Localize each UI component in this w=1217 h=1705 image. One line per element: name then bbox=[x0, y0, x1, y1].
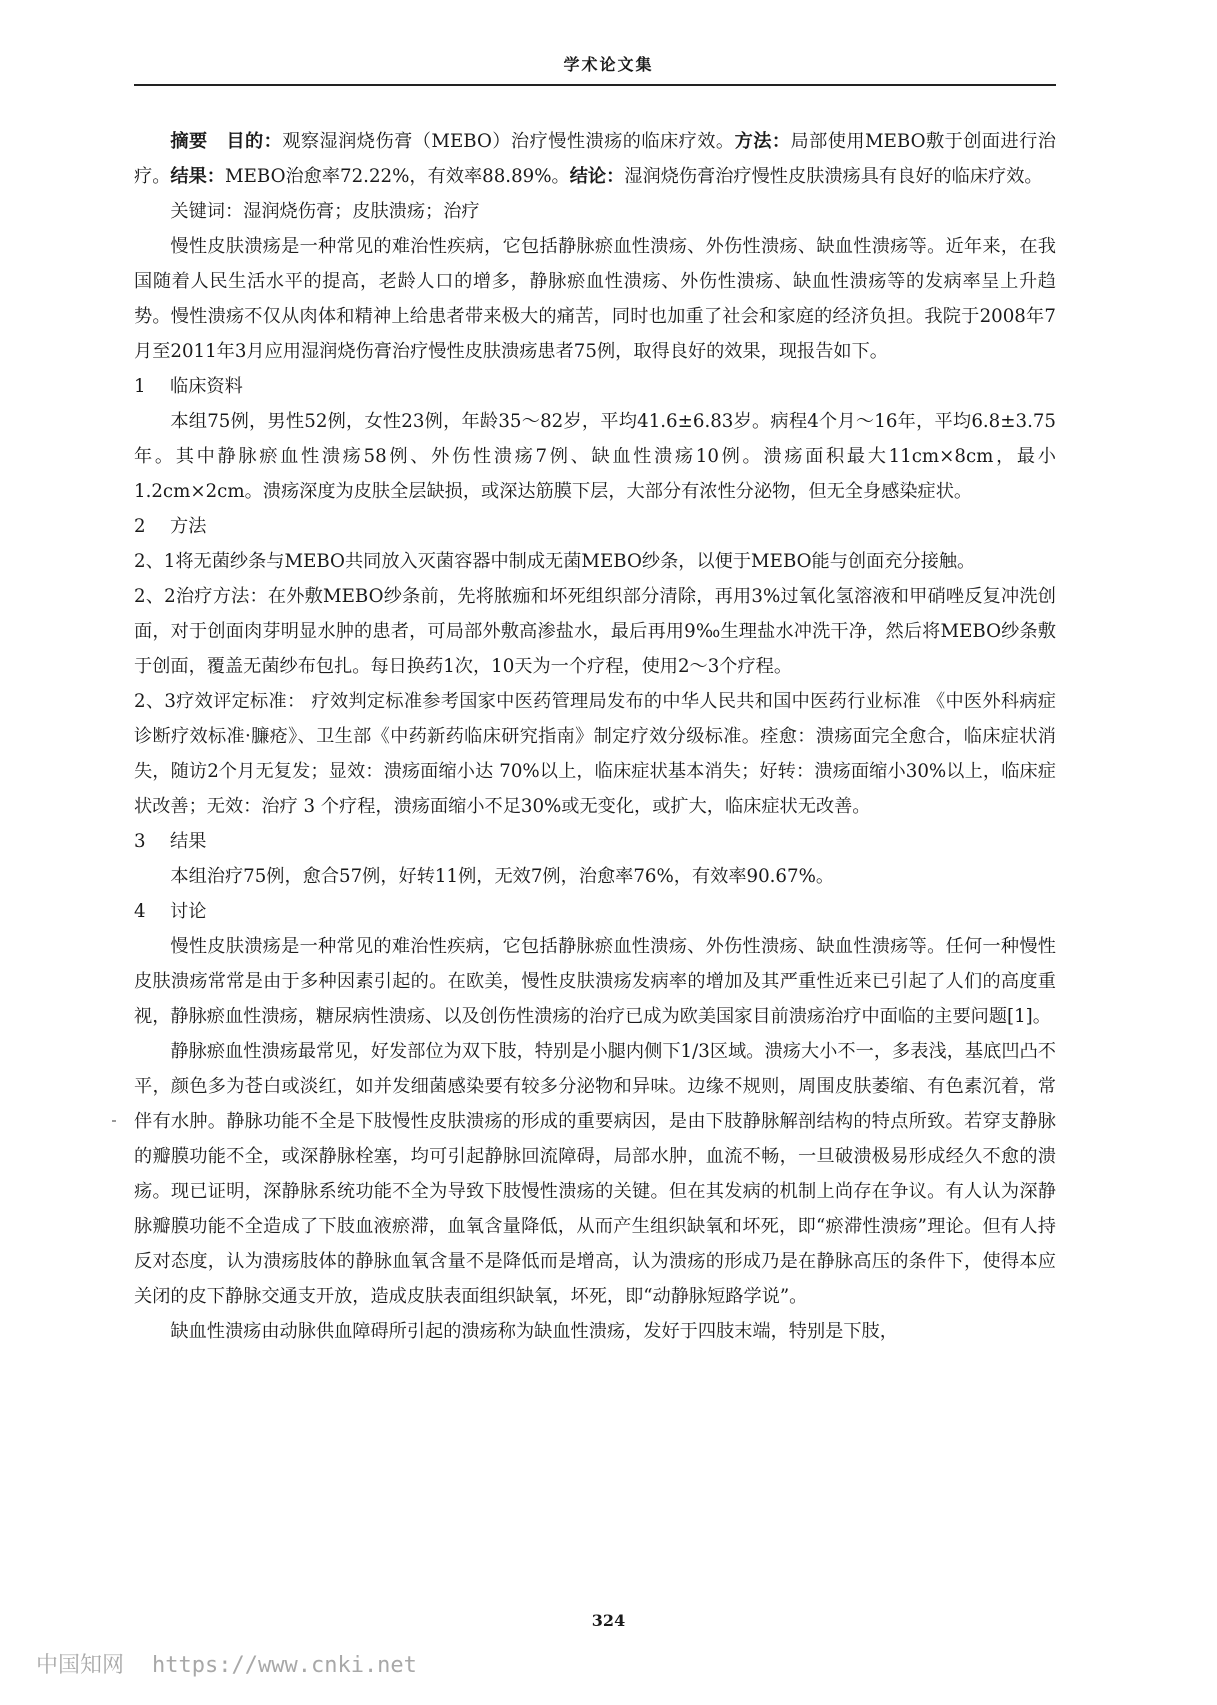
paragraph: 缺血性溃疡由动脉供血障碍所引起的溃疡称为缺血性溃疡，发好于四肢末端，特别是下肢， bbox=[170, 1321, 898, 1342]
paragraph: 本组75例，男性52例，女性23例，年龄35～82岁，平均41.6±6.83岁。病程4个月～16年，平均6.8±3.75年。其中静脉瘀血性溃疡58例、外伤性溃疡7例、缺血性溃疡10例。溃疡面积最大11cm×8cm，最小1.2cm×2cm。溃疡深度为皮肤全层缺损，或深达筋膜下层，大部分有浓性分泌物，但无全身感染症状。 bbox=[134, 411, 1056, 502]
section-title: 方法 bbox=[170, 516, 207, 537]
watermark-name: 中国知网 bbox=[36, 1653, 125, 1678]
section-title: 结果 bbox=[170, 831, 207, 852]
watermark-url: https://www.cnki.net bbox=[152, 1653, 417, 1678]
section-heading-2 bbox=[134, 509, 1056, 544]
result-text: MEBO治愈率72.22%，有效率88.89%。 bbox=[224, 166, 570, 187]
section-number: 3 bbox=[134, 831, 146, 852]
conclusion-label: 结论： bbox=[569, 166, 625, 187]
conclusion-text: 湿润烧伤膏治疗慢性皮肤溃疡具有良好的临床疗效。 bbox=[624, 166, 1043, 187]
section-heading-1 bbox=[134, 369, 1056, 404]
running-header: 学术论文集 bbox=[563, 55, 654, 74]
header-rule bbox=[134, 84, 1056, 86]
section-number: 4 bbox=[134, 901, 146, 922]
objective-text: 观察湿润烧伤膏（MEBO）治疗慢性溃疡的临床疗效。 bbox=[282, 131, 735, 152]
paragraph: 本组治疗75例，愈合57例，好转11例，无效7例，治愈率76%，有效率90.67%。 bbox=[170, 866, 835, 887]
section-title: 讨论 bbox=[170, 901, 207, 922]
section-number: 2 bbox=[134, 516, 146, 537]
method-label: 方法： bbox=[734, 131, 791, 152]
paragraph: 静脉瘀血性溃疡最常见，好发部位为双下肢，特别是小腿内侧下1/3区域。溃疡大小不一，多表浅，基底凹凸不平，颜色多为苍白或淡红，如并发细菌感染要有较多分泌物和异味。边缘不规则，周围皮肤萎缩、有色素沉着，常伴有水肿。静脉功能不全是下肢慢性皮肤溃疡的形成的重要病因，是由下肢静脉解剖结构的特点所致。若穿支静脉的瓣膜功能不全，或深静脉栓塞，均可引起静脉回流障碍，局部水肿，血流不畅，一旦破溃极易形成经久不愈的溃疡。现已证明，深静脉系统功能不全为导致下肢慢性溃疡的关键。但在其发病的机制上尚存在争议。有人认为深静脉瓣膜功能不全造成了下肢血液瘀滞，血氧含量降低，从而产生组织缺氧和坏死，即“瘀滞性溃疡”理论。但有人持反对态度，认为溃疡肢体的静脉血氧含量不是降低而是增高，认为溃疡的形成乃是在静脉高压的条件下，使得本应关闭的皮下静脉交通支开放，造成皮肤表面组织缺氧，坏死，即“动静脉短路学说”。 bbox=[134, 1041, 1056, 1307]
page-number: 324 bbox=[591, 1611, 626, 1630]
paragraph: 2、2治疗方法：在外敷MEBO纱条前，先将脓痂和坏死组织部分清除，再用3%过氧化氢溶液和甲硝唑反复冲洗创面，对于创面肉芽明显水肿的患者，可局部外敷高渗盐水，最后再用9‰生理盐水冲洗干净，然后将MEBO纱条敷于创面，覆盖无菌纱布包扎。每日换药1次，10天为一个疗程，使用2～3个疗程。 bbox=[134, 586, 1056, 677]
cnki-watermark bbox=[36, 1648, 417, 1679]
section-heading-4 bbox=[134, 894, 1056, 929]
scan-artifact bbox=[112, 1120, 116, 1122]
section-title: 临床资料 bbox=[170, 376, 243, 397]
intro-paragraph: 慢性皮肤溃疡是一种常见的难治性疾病，它包括静脉瘀血性溃疡、外伤性溃疡、缺血性溃疡等。近年来，在我国随着人民生活水平的提高，老龄人口的增多，静脉瘀血性溃疡、外伤性溃疡、缺血性溃疡等的发病率呈上升趋势。慢性溃疡不仅从肉体和精神上给患者带来极大的痛苦，同时也加重了社会和家庭的经济负担。我院于2008年7月至2011年3月应用湿润烧伤膏治疗慢性皮肤溃疡患者75例，取得良好的效果，现报告如下。 bbox=[134, 236, 1056, 362]
paragraph: 2、3疗效评定标准： 疗效判定标准参考国家中医药管理局发布的中华人民共和国中医药行业标准 《中医外科病症诊断疗效标准·臁疮》、卫生部《中药新药临床研究指南》制定疗效分级标准。痊愈：溃疡面完全愈合，临床症状消失，随访2个月无复发；显效：溃疡面缩小达 70%以上，临床症状基本消失；好转：溃疡面缩小30%以上，临床症状改善；无效：治疗 3 个疗程，溃疡面缩小不足30%或无变化，或扩大，临床症状无改善。 bbox=[134, 691, 1056, 817]
paragraph: 2、1将无菌纱条与MEBO共同放入灭菌容器中制成无菌MEBO纱条，以便于MEBO能与创面充分接触。 bbox=[134, 551, 976, 572]
paragraph: 慢性皮肤溃疡是一种常见的难治性疾病，它包括静脉瘀血性溃疡、外伤性溃疡、缺血性溃疡等。任何一种慢性皮肤溃疡常常是由于多种因素引起的。在欧美，慢性皮肤溃疡发病率的增加及其严重性近来已引起了人们的高度重视，静脉瘀血性溃疡，糖尿病性溃疡、以及创伤性溃疡的治疗已成为欧美国家目前溃疡治疗中面临的主要问题[1]。 bbox=[134, 936, 1056, 1027]
section-number: 1 bbox=[134, 376, 146, 397]
article-body bbox=[134, 124, 1056, 1349]
abstract-label: 摘要 bbox=[170, 131, 208, 152]
section-heading-3 bbox=[134, 824, 1056, 859]
keywords: 关键词：湿润烧伤膏；皮肤溃疡；治疗 bbox=[170, 201, 480, 222]
result-label: 结果： bbox=[170, 166, 225, 187]
abstract bbox=[134, 124, 1056, 194]
method-text: 局部使用MEBO敷于创面进行治疗。 bbox=[134, 131, 1056, 187]
objective-label: 目的： bbox=[226, 131, 283, 152]
